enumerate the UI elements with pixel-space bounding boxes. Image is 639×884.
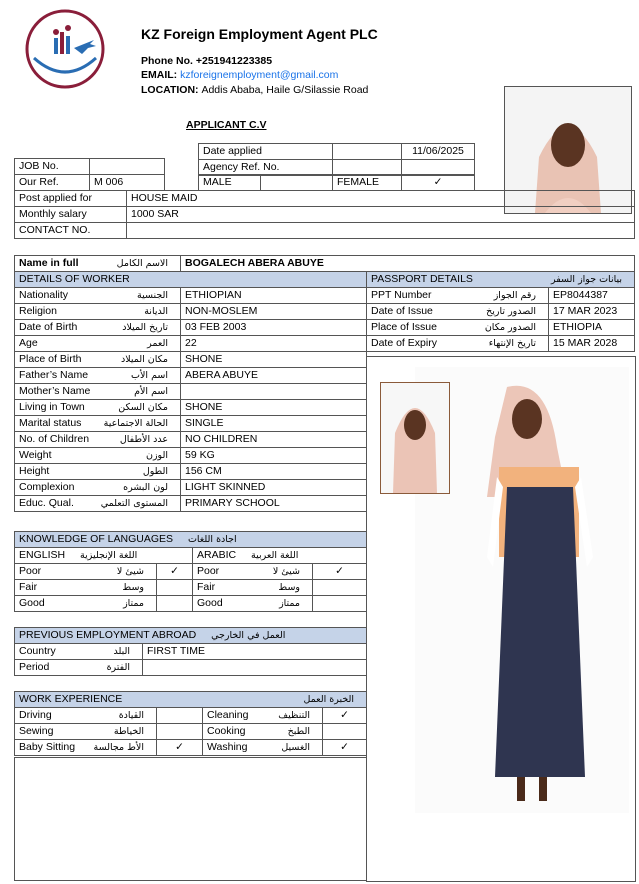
work-left-cell xyxy=(15,708,157,724)
worker-label: Father’s Name xyxy=(19,369,89,381)
email-line xyxy=(141,69,338,81)
worker-details-table xyxy=(14,271,367,512)
worker-label: Age xyxy=(19,337,38,349)
worker-label: Height xyxy=(19,465,50,477)
worker-row xyxy=(15,288,367,304)
language-level-row xyxy=(15,596,367,612)
location-line xyxy=(141,84,368,96)
work-left-label: Baby Sitting xyxy=(19,741,76,753)
english-header xyxy=(15,548,193,564)
worker-label-ar: اسم الأب xyxy=(131,370,168,381)
worker-value: SHONE xyxy=(181,400,367,416)
language-level-row xyxy=(15,580,367,596)
passport-value: ETHIOPIA xyxy=(549,320,635,336)
passport-details-table xyxy=(366,271,635,352)
worker-label-ar: مكان الميلاد xyxy=(120,354,168,365)
worker-value: LIGHT SKINNED xyxy=(181,480,367,496)
worker-label-cell xyxy=(15,336,181,352)
language-level-row xyxy=(15,564,367,580)
period-label-cell xyxy=(15,660,143,676)
worker-row xyxy=(15,320,367,336)
passport-label-ar: رقم الجواز xyxy=(493,290,536,301)
english-level-ar: شيئ لا xyxy=(116,566,144,577)
worker-label: Educ. Qual. xyxy=(19,497,74,509)
arabic-label: ARABIC xyxy=(197,549,237,561)
english-level-ar: ممتاز xyxy=(123,598,144,609)
english-level-label: Good xyxy=(19,597,45,609)
worker-value: SHONE xyxy=(181,352,367,368)
worker-label-ar: عدد الأطفال xyxy=(119,434,168,445)
female-check-mark: ✓ xyxy=(402,175,475,191)
work-heading-ar: الخبرة العمل xyxy=(303,694,355,705)
worker-label-cell xyxy=(15,320,181,336)
worker-row xyxy=(15,400,367,416)
passport-row xyxy=(367,304,635,320)
worker-label-cell xyxy=(15,304,181,320)
name-label-cell xyxy=(15,256,181,272)
passport-value: EP8044387 xyxy=(549,288,635,304)
arabic-level-cell xyxy=(193,564,313,580)
date-applied-label: Date applied xyxy=(199,144,333,160)
passport-label: Date of Issue xyxy=(371,305,433,317)
worker-row xyxy=(15,464,367,480)
passport-label-cell xyxy=(367,304,549,320)
post-label: Post applied for xyxy=(15,191,127,207)
job-no-value xyxy=(90,159,165,175)
worker-label: Mother’s Name xyxy=(19,385,91,397)
passport-heading: PASSPORT DETAILS xyxy=(371,273,473,285)
period-label: Period xyxy=(19,661,50,673)
languages-heading: KNOWLEDGE OF LANGUAGES xyxy=(19,533,174,545)
passport-row xyxy=(367,288,635,304)
company-logo xyxy=(24,8,106,90)
job-ref-table xyxy=(14,158,165,191)
work-left-check xyxy=(157,708,203,724)
arabic-level-ar: ممتاز xyxy=(279,598,300,609)
work-right-label: Cooking xyxy=(207,725,246,737)
work-right-cell xyxy=(203,724,323,740)
work-left-ar: الأط مجالسة xyxy=(93,742,144,753)
worker-label: Living in Town xyxy=(19,401,85,413)
worker-label-ar: مكان السكن xyxy=(118,402,168,413)
location-value: Addis Ababa, Haile G/Silassie Road xyxy=(201,84,369,96)
worker-label-cell xyxy=(15,496,181,512)
english-level-label: Fair xyxy=(19,581,38,593)
previous-heading-cell xyxy=(15,628,367,644)
period-label-ar: الفترة xyxy=(106,662,130,673)
worker-row xyxy=(15,352,367,368)
phone-line xyxy=(141,55,272,67)
location-label: LOCATION: xyxy=(141,84,199,96)
worker-label: Nationality xyxy=(19,289,69,301)
male-label: MALE xyxy=(199,175,261,191)
worker-value: PRIMARY SCHOOL xyxy=(181,496,367,512)
work-left-label: Sewing xyxy=(19,725,54,737)
worker-label-ar: المستوى التعلمي xyxy=(100,498,168,509)
work-right-check: ✓ xyxy=(323,740,367,756)
passport-value: 15 MAR 2028 xyxy=(549,336,635,352)
period-value xyxy=(143,660,367,676)
date-agency-table xyxy=(198,143,475,176)
country-label-ar: البلد xyxy=(113,646,130,657)
salary-value: 1000 SAR xyxy=(127,207,635,223)
passport-label-ar: الصدور تاريخ xyxy=(486,306,536,317)
worker-value xyxy=(181,384,367,400)
worker-row xyxy=(15,304,367,320)
worker-row xyxy=(15,496,367,512)
job-no-label: JOB No. xyxy=(15,159,90,175)
email-label: EMAIL: xyxy=(141,69,178,81)
date-applied-value: 11/06/2025 xyxy=(402,144,475,160)
name-table xyxy=(14,255,635,272)
worker-label-cell xyxy=(15,448,181,464)
country-label: Country xyxy=(19,645,56,657)
worker-row xyxy=(15,384,367,400)
salary-label: Monthly salary xyxy=(15,207,127,223)
worker-label: Religion xyxy=(19,305,57,317)
arabic-level-label: Fair xyxy=(197,581,216,593)
work-right-ar: الطبخ xyxy=(287,726,310,737)
english-level-label: Poor xyxy=(19,565,42,577)
worker-value: ABERA ABUYE xyxy=(181,368,367,384)
english-level-ar: وسط xyxy=(122,582,144,593)
worker-label: Date of Birth xyxy=(19,321,78,333)
work-right-label: Washing xyxy=(207,741,248,753)
work-heading: WORK EXPERIENCE xyxy=(19,693,123,705)
company-name: KZ Foreign Employment Agent PLC xyxy=(141,26,378,42)
passport-label-ar: الصدور مكان xyxy=(484,322,536,333)
arabic-level-check xyxy=(313,596,367,612)
small-photo-frame xyxy=(380,382,450,494)
passport-label-ar: تاريخ الإنتهاء xyxy=(488,338,536,349)
arabic-level-label: Good xyxy=(197,597,223,609)
worker-value: NO CHILDREN xyxy=(181,432,367,448)
country-label-cell xyxy=(15,644,143,660)
work-right-label: Cleaning xyxy=(207,709,249,721)
phone-value: +251941223385 xyxy=(195,55,273,67)
worker-value: 59 KG xyxy=(181,448,367,464)
arabic-level-check: ✓ xyxy=(313,564,367,580)
passport-label: PPT Number xyxy=(371,289,432,301)
work-left-cell xyxy=(15,724,157,740)
worker-label: Complexion xyxy=(19,481,75,493)
worker-label-cell xyxy=(15,384,181,400)
worker-label-ar: اسم الأم xyxy=(134,386,168,397)
passport-heading-ar: بيانات جواز السفر xyxy=(551,274,622,285)
small-portrait-icon xyxy=(381,383,449,493)
work-right-ar: التنظيف xyxy=(278,710,310,721)
worker-label-cell xyxy=(15,288,181,304)
languages-heading-ar: اجادة اللغات xyxy=(187,534,237,545)
worker-label: Marital status xyxy=(19,417,82,429)
worker-label-cell xyxy=(15,480,181,496)
english-label-ar: اللغة الإنجليزية xyxy=(80,550,138,561)
worker-row xyxy=(15,336,367,352)
arabic-level-check xyxy=(313,580,367,596)
worker-heading: DETAILS OF WORKER xyxy=(15,272,367,288)
work-left-cell xyxy=(15,740,157,756)
worker-value: 03 FEB 2003 xyxy=(181,320,367,336)
english-level-cell xyxy=(15,596,157,612)
post-salary-contact-table xyxy=(14,190,635,239)
worker-label-ar: العمر xyxy=(147,338,168,349)
previous-heading-ar: العمل في الخارجي xyxy=(211,630,286,641)
passport-row xyxy=(367,320,635,336)
worker-label-cell xyxy=(15,464,181,480)
agency-ref-label: Agency Ref. No. xyxy=(199,160,333,176)
work-right-check xyxy=(323,724,367,740)
passport-label-cell xyxy=(367,336,549,352)
country-value: FIRST TIME xyxy=(143,644,367,660)
work-experience-table xyxy=(14,691,367,756)
work-right-ar: الغسيل xyxy=(281,742,310,753)
arabic-label-ar: اللغة العربية xyxy=(251,550,299,561)
work-row xyxy=(15,708,367,724)
arabic-level-cell xyxy=(193,580,313,596)
document-title: APPLICANT C.V xyxy=(186,119,267,131)
female-label: FEMALE xyxy=(333,175,402,191)
work-left-ar: القيادة xyxy=(118,710,144,721)
date-applied-spacer xyxy=(333,144,402,160)
worker-row xyxy=(15,416,367,432)
worker-row xyxy=(15,368,367,384)
worker-value: 156 CM xyxy=(181,464,367,480)
worker-label: No. of Children xyxy=(19,433,90,445)
worker-value: ETHIOPIAN xyxy=(181,288,367,304)
english-level-check: ✓ xyxy=(157,564,193,580)
passport-label-cell xyxy=(367,320,549,336)
name-label-ar: الاسم الكامل xyxy=(116,258,168,269)
worker-label-ar: تاريخ الميلاد xyxy=(122,322,168,333)
worker-label-ar: الديانة xyxy=(144,306,168,317)
worker-label-cell xyxy=(15,400,181,416)
name-label: Name in full xyxy=(19,257,79,269)
worker-row xyxy=(15,448,367,464)
english-level-check xyxy=(157,580,193,596)
arabic-level-label: Poor xyxy=(197,565,220,577)
arabic-level-ar: وسط xyxy=(278,582,300,593)
post-value: HOUSE MAID xyxy=(127,191,635,207)
work-heading-cell xyxy=(15,692,367,708)
worker-value: NON-MOSLEM xyxy=(181,304,367,320)
worker-label-cell xyxy=(15,432,181,448)
passport-row xyxy=(367,336,635,352)
languages-heading-cell xyxy=(15,532,367,548)
work-left-check: ✓ xyxy=(157,740,203,756)
worker-row xyxy=(15,480,367,496)
passport-label: Place of Issue xyxy=(371,321,437,333)
our-ref-value: M 006 xyxy=(90,175,165,191)
worker-label-ar: الجنسية xyxy=(137,290,168,301)
worker-label-ar: لون البشره xyxy=(123,482,168,493)
arabic-level-ar: شيئ لا xyxy=(272,566,300,577)
passport-label-cell xyxy=(367,288,549,304)
worker-value: 22 xyxy=(181,336,367,352)
blank-area xyxy=(14,757,367,881)
our-ref-label: Our Ref. xyxy=(15,175,90,191)
worker-label-cell xyxy=(15,368,181,384)
worker-row xyxy=(15,432,367,448)
work-row xyxy=(15,724,367,740)
email-link[interactable]: kzforeignemployment@gmail.com xyxy=(180,69,339,81)
previous-heading: PREVIOUS EMPLOYMENT ABROAD xyxy=(19,629,197,641)
worker-label-ar: الحالة الاجتماعية xyxy=(103,418,168,429)
languages-table xyxy=(14,531,367,612)
worker-label-ar: الطول xyxy=(142,466,168,477)
arabic-header xyxy=(193,548,367,564)
passport-label: Date of Expiry xyxy=(371,337,437,349)
english-level-cell xyxy=(15,564,157,580)
work-right-check: ✓ xyxy=(323,708,367,724)
work-row xyxy=(15,740,367,756)
worker-label-cell xyxy=(15,416,181,432)
english-level-cell xyxy=(15,580,157,596)
worker-label: Place of Birth xyxy=(19,353,82,365)
english-label: ENGLISH xyxy=(19,549,66,561)
work-right-cell xyxy=(203,708,323,724)
work-left-ar: الخياطة xyxy=(113,726,144,737)
work-left-label: Driving xyxy=(19,709,52,721)
contact-label: CONTACT NO. xyxy=(15,223,127,239)
worker-label-ar: الوزن xyxy=(145,450,168,461)
passport-value: 17 MAR 2023 xyxy=(549,304,635,320)
worker-label-cell xyxy=(15,352,181,368)
gender-table xyxy=(198,174,475,191)
previous-employment-table xyxy=(14,627,367,676)
phone-label: Phone No. xyxy=(141,55,193,67)
contact-value xyxy=(127,223,635,239)
worker-label: Weight xyxy=(19,449,52,461)
work-left-check xyxy=(157,724,203,740)
arabic-level-cell xyxy=(193,596,313,612)
work-right-cell xyxy=(203,740,323,756)
name-value: BOGALECH ABERA ABUYE xyxy=(181,256,635,272)
english-level-check xyxy=(157,596,193,612)
male-check xyxy=(261,175,333,191)
passport-heading-cell xyxy=(367,272,635,288)
worker-value: SINGLE xyxy=(181,416,367,432)
